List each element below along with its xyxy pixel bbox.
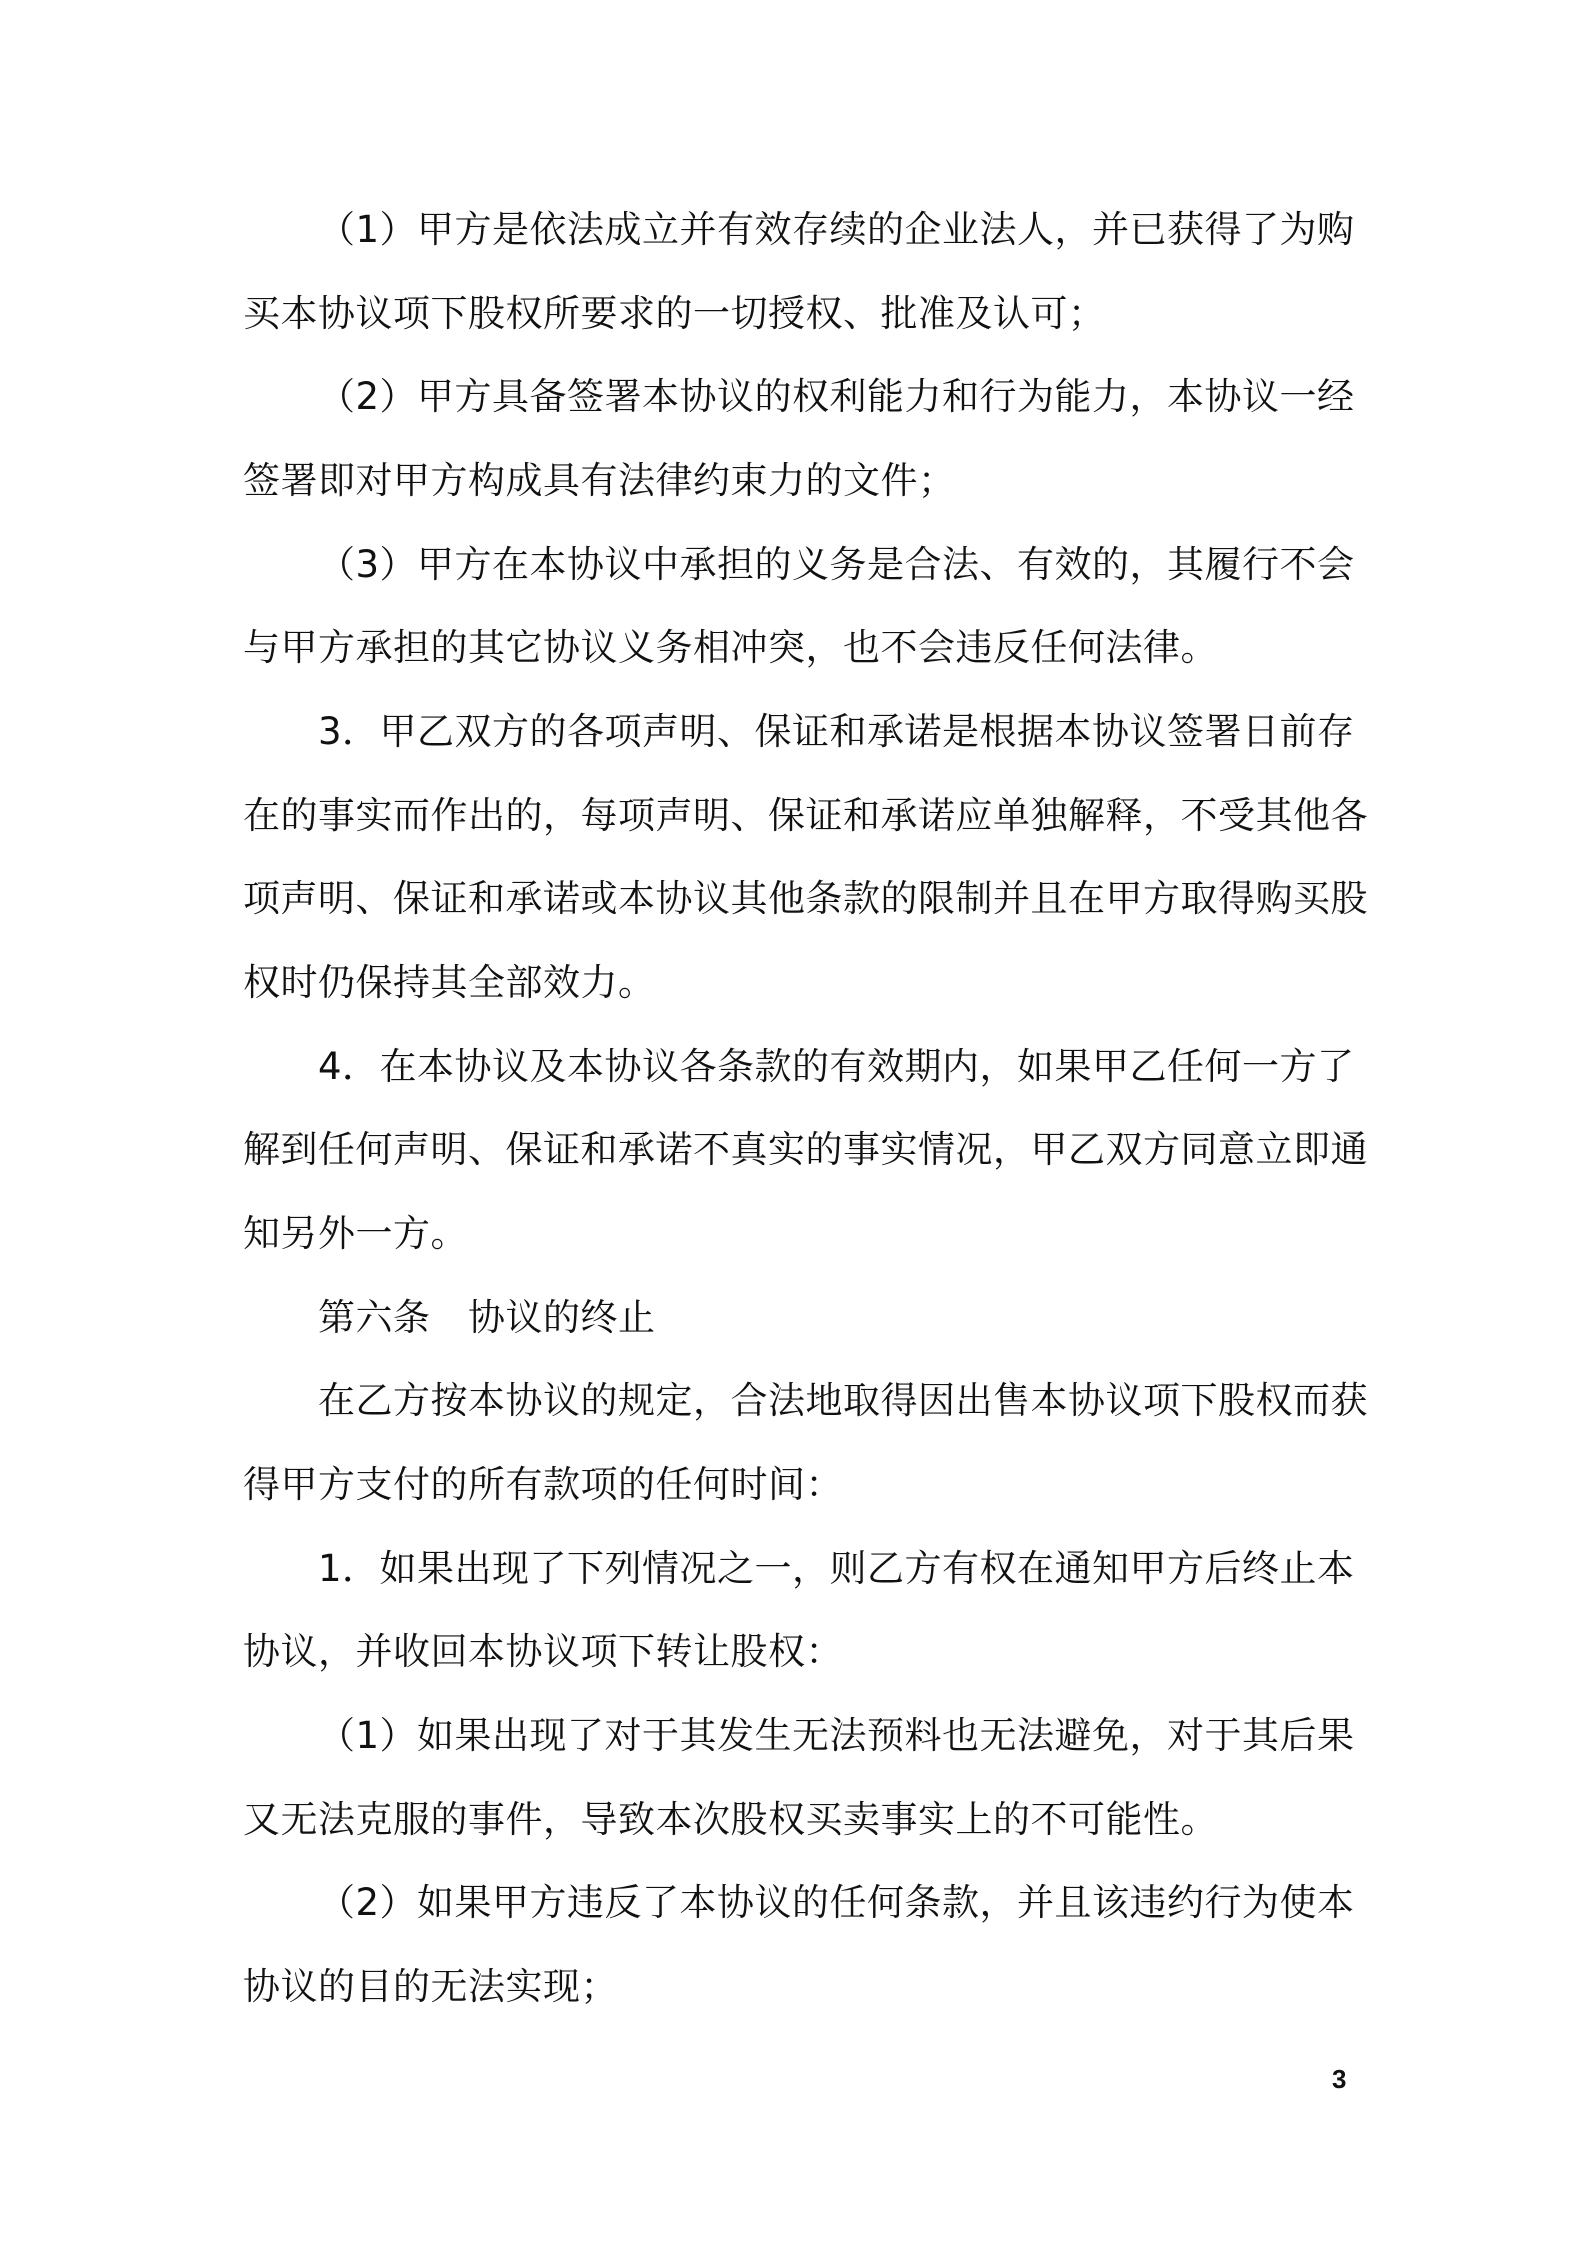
section-heading: 第六条 协议的终止 xyxy=(318,1296,656,1339)
text-line: 1．如果出现了下列情况之一，则乙方有权在通知甲方后终止本 xyxy=(318,1547,1355,1590)
page-number: 3 xyxy=(1332,2064,1347,2094)
text-line: 签署即对甲方构成具有法律约束力的文件； xyxy=(243,459,956,502)
text-line: 与甲方承担的其它协议义务相冲突，也不会违反任何法律。 xyxy=(243,626,1218,669)
text-line: 买本协议项下股权所要求的一切授权、批准及认可； xyxy=(243,292,1106,335)
text-line: 在的事实而作出的，每项声明、保证和承诺应单独解释，不受其他各 xyxy=(243,794,1368,837)
text-line: 3．甲乙双方的各项声明、保证和承诺是根据本协议签署日前存 xyxy=(318,710,1355,753)
text-line: 协议的目的无法实现； xyxy=(243,1965,618,2008)
text-line: 知另外一方。 xyxy=(243,1212,468,1255)
text-line: 4．在本协议及本协议各条款的有效期内，如果甲乙任何一方了 xyxy=(318,1045,1355,1088)
text-line: （2）如果甲方违反了本协议的任何条款，并且该违约行为使本 xyxy=(318,1881,1355,1924)
text-line: 在乙方按本协议的规定，合法地取得因出售本协议项下股权而获 xyxy=(318,1379,1368,1422)
text-line: 解到任何声明、保证和承诺不真实的事实情况，甲乙双方同意立即通 xyxy=(243,1128,1368,1171)
text-line: 得甲方支付的所有款项的任何时间： xyxy=(243,1463,843,1506)
text-line: （1）如果出现了对于其发生无法预料也无法避免，对于其后果 xyxy=(318,1714,1355,1757)
text-line: 又无法克服的事件，导致本次股权买卖事实上的不可能性。 xyxy=(243,1798,1218,1841)
text-line: 权时仍保持其全部效力。 xyxy=(243,961,656,1004)
text-line: 项声明、保证和承诺或本协议其他条款的限制并且在甲方取得购买股 xyxy=(243,877,1368,920)
text-line: （1）甲方是依法成立并有效存续的企业法人，并已获得了为购 xyxy=(318,208,1355,251)
text-line: 协议，并收回本协议项下转让股权： xyxy=(243,1630,843,1673)
text-line: （3）甲方在本协议中承担的义务是合法、有效的，其履行不会 xyxy=(318,543,1355,586)
text-line: （2）甲方具备签署本协议的权利能力和行为能力，本协议一经 xyxy=(318,375,1355,418)
